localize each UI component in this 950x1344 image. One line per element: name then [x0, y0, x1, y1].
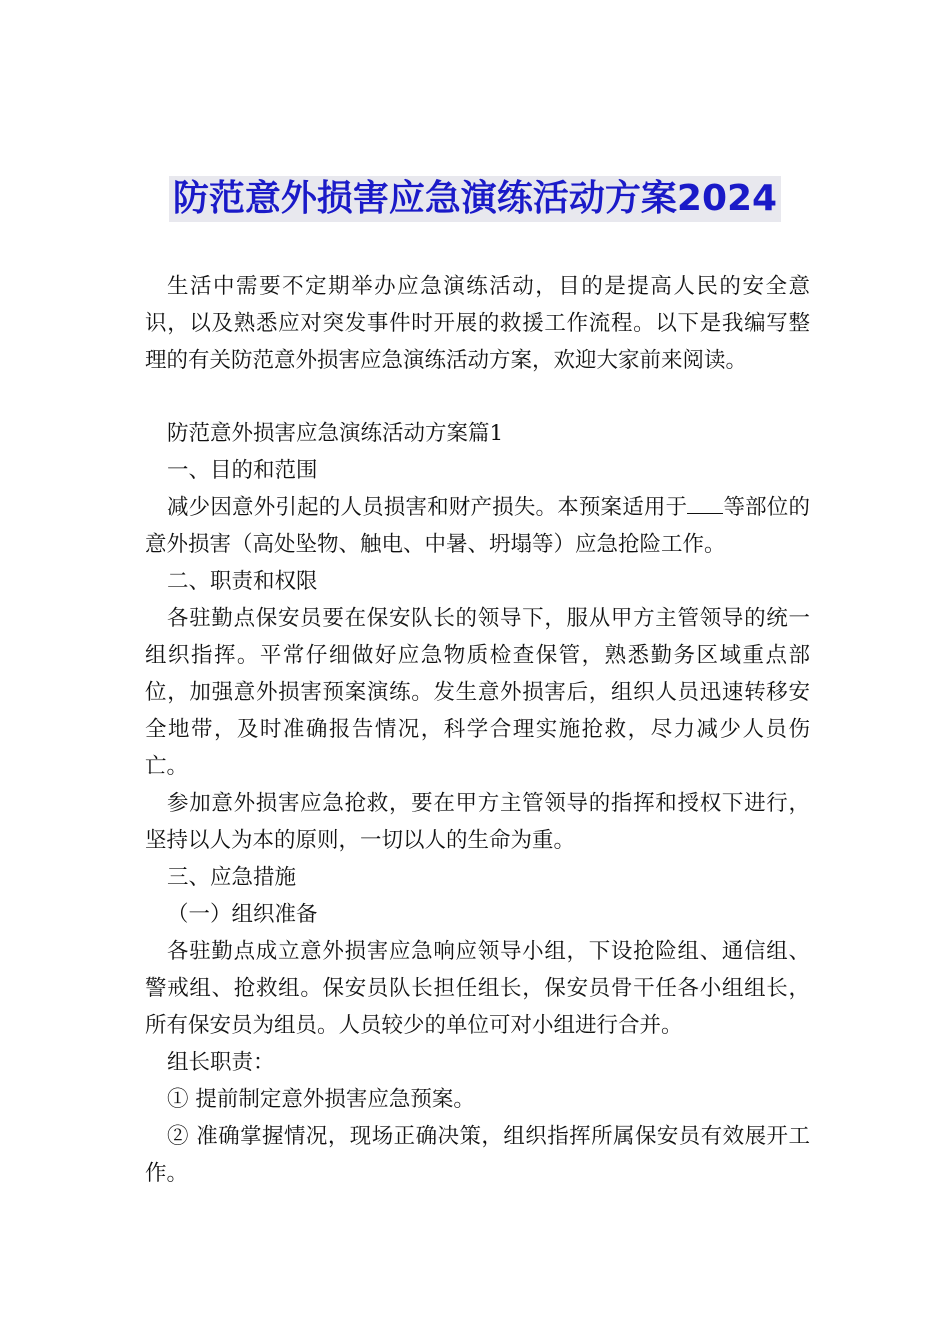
subheading-organization: （一）组织准备: [167, 902, 318, 927]
spacer: [145, 379, 810, 415]
paragraph-purpose-part-b: 等部位的意外损害（高处坠物、触电、中暑、坍塌等）应急抢险工作。: [145, 495, 810, 557]
heading-duties-authority: 二、职责和权限: [167, 569, 318, 594]
fill-in-blank: [687, 496, 723, 514]
paragraph-duties: 各驻勤点保安员要在保安队长的领导下，服从甲方主管领导的统一组织指挥。平常仔细做好应急物质检查保管，熟悉勤务区域重点部位，加强意外损害预案演练。发生意外损害后，组织人员迅速转移安全地带，及时准确报告情况，科学合理实施抢救，尽力减少人员伤亡。: [145, 606, 810, 779]
paragraph-rescue: 参加意外损害应急抢救，要在甲方主管领导的指挥和授权下进行，坚持以人为本的原则，一切以人的生命为重。: [145, 791, 810, 853]
duty-item-1: ① 提前制定意外损害应急预案。: [167, 1087, 475, 1112]
document-body: [145, 268, 810, 1192]
paragraph-purpose: [145, 489, 810, 563]
section-title: 防范意外损害应急演练活动方案篇1: [167, 421, 504, 446]
heading-purpose-scope: 一、目的和范围: [167, 458, 318, 483]
paragraph-organization: 各驻勤点成立意外损害应急响应领导小组，下设抢险组、通信组、警戒组、抢救组。保安员队长担任组长，保安员骨干任各小组组长，所有保安员为组员。人员较少的单位可对小组进行合并。: [145, 939, 810, 1038]
title-wrapper: [0, 176, 950, 222]
leader-duties-label: 组长职责：: [167, 1050, 275, 1075]
document-title: 防范意外损害应急演练活动方案2024: [169, 176, 781, 222]
intro-paragraph: 生活中需要不定期举办应急演练活动，目的是提高人民的安全意识，以及熟悉应对突发事件时开展的救援工作流程。以下是我编写整理的有关防范意外损害应急演练活动方案，欢迎大家前来阅读。: [145, 274, 810, 373]
paragraph-purpose-part-a: 减少因意外引起的人员损害和财产损失。本预案适用于: [167, 495, 688, 520]
heading-emergency-measures: 三、应急措施: [167, 865, 297, 890]
duty-item-2: ② 准确掌握情况，现场正确决策，组织指挥所属保安员有效展开工作。: [145, 1124, 810, 1186]
